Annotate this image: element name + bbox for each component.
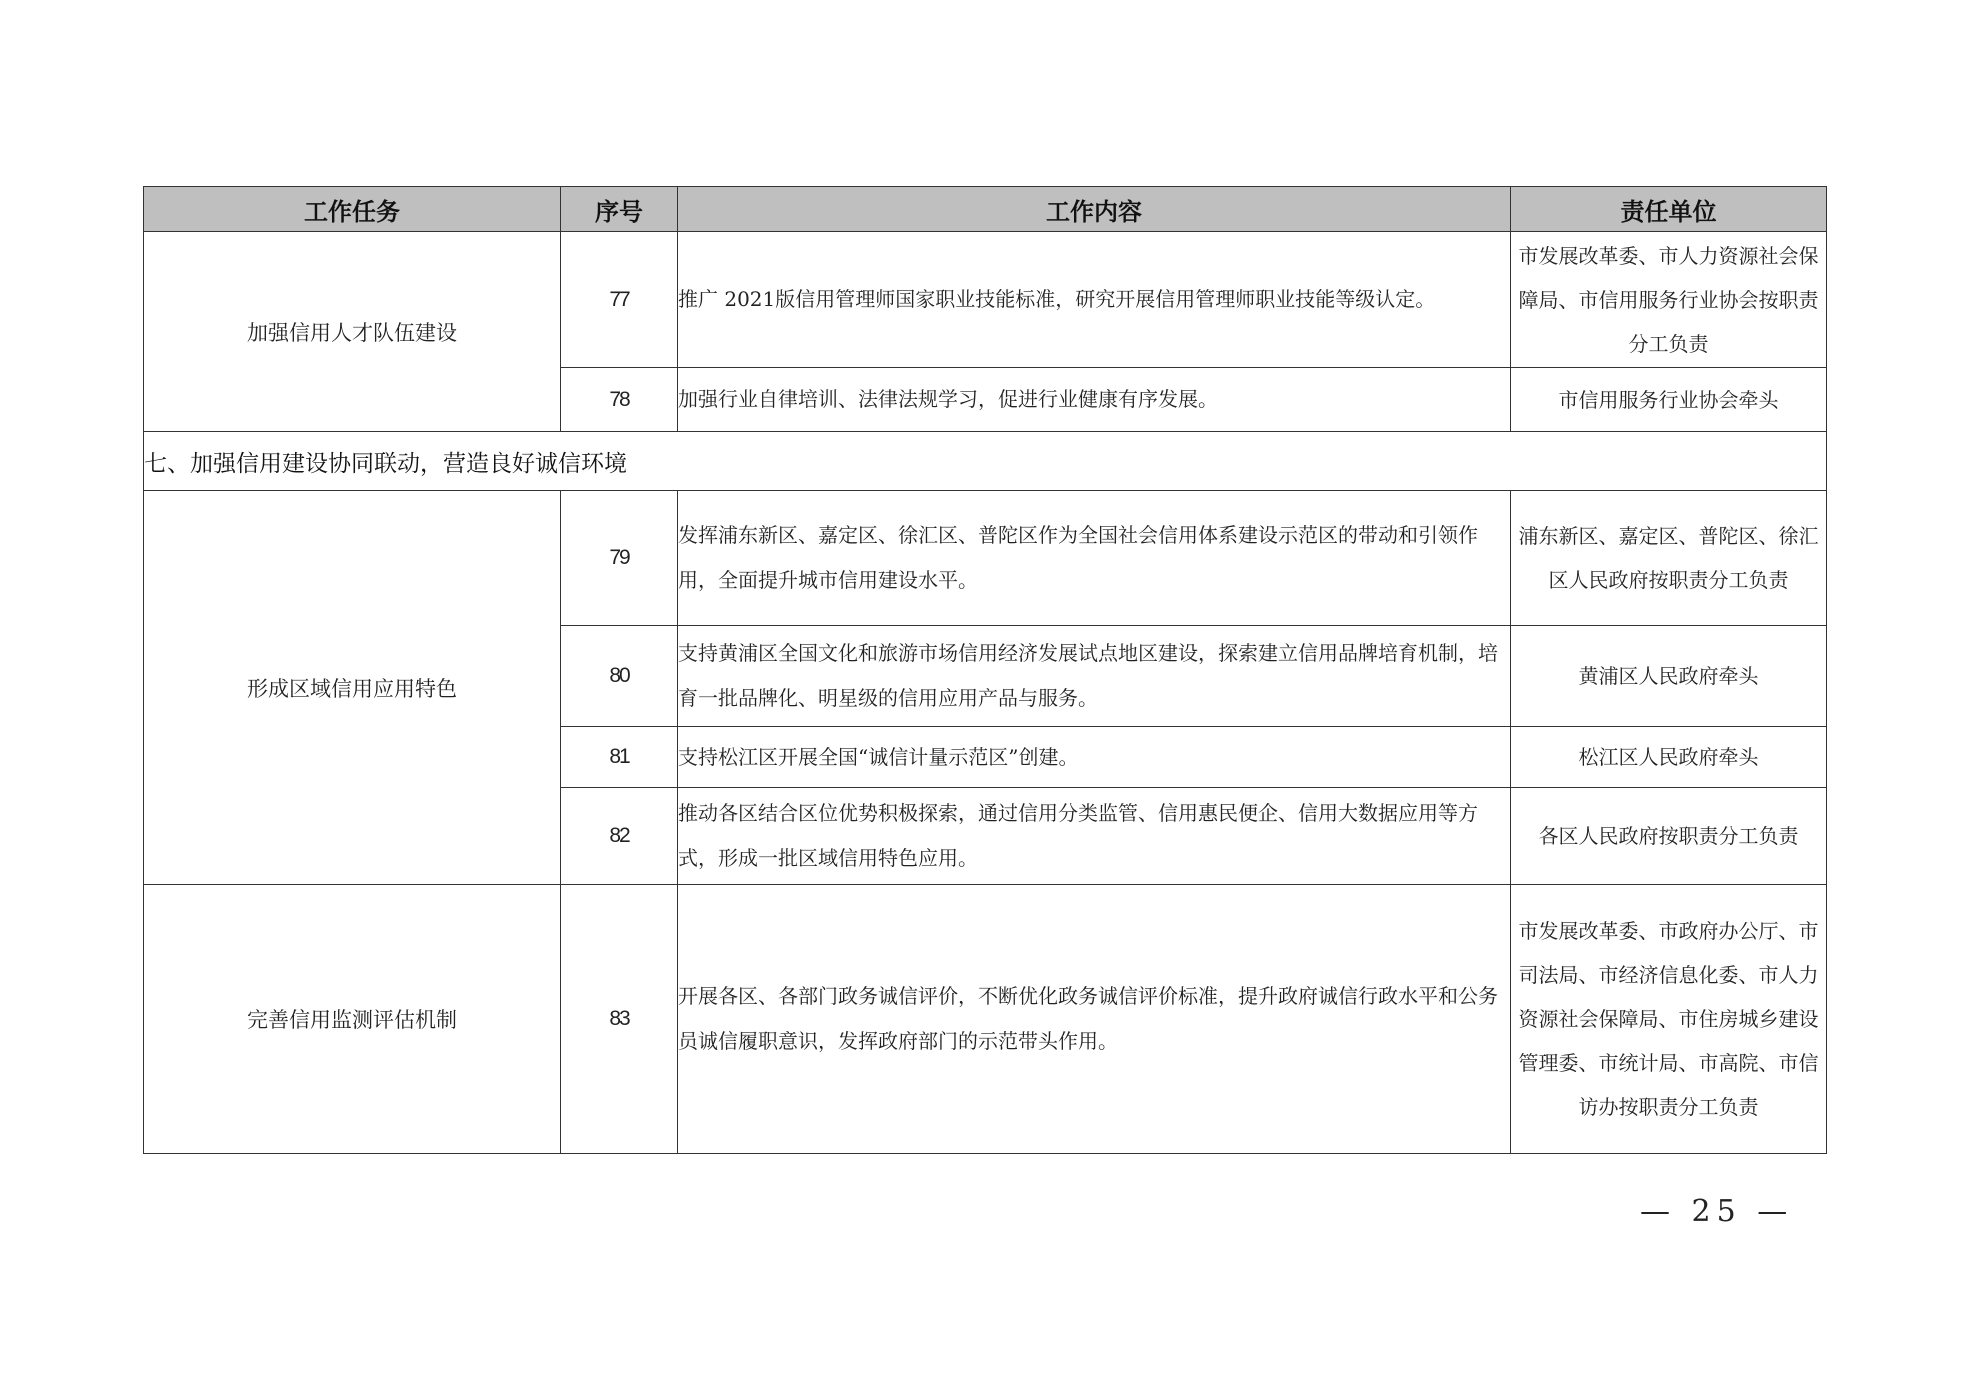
number-cell: 77: [561, 232, 678, 368]
header-number: 序号: [561, 187, 678, 232]
header-task: 工作任务: [144, 187, 561, 232]
content-cell: 发挥浦东新区、嘉定区、徐汇区、普陀区作为全国社会信用体系建设示范区的带动和引领作用，全面提升城市信用建设水平。: [678, 491, 1511, 626]
task-cell: 形成区域信用应用特色: [144, 491, 561, 885]
unit-cell: 黄浦区人民政府牵头: [1511, 626, 1827, 727]
table-header-row: [144, 187, 1827, 232]
task-table: [143, 186, 1827, 1154]
unit-cell: 松江区人民政府牵头: [1511, 727, 1827, 788]
unit-cell: 市信用服务行业协会牵头: [1511, 368, 1827, 432]
task-cell: 加强信用人才队伍建设: [144, 232, 561, 432]
unit-cell: 浦东新区、嘉定区、普陀区、徐汇区人民政府按职责分工负责: [1511, 491, 1827, 626]
table-row: [144, 885, 1827, 1154]
unit-cell: 市发展改革委、市政府办公厅、市司法局、市经济信息化委、市人力资源社会保障局、市住房城乡建设管理委、市统计局、市高院、市信访办按职责分工负责: [1511, 885, 1827, 1154]
number-cell: 78: [561, 368, 678, 432]
section-heading: 七、加强信用建设协同联动，营造良好诚信环境: [144, 432, 1827, 491]
unit-cell: 各区人民政府按职责分工负责: [1511, 788, 1827, 885]
content-cell: 支持松江区开展全国“诚信计量示范区”创建。: [678, 727, 1511, 788]
number-cell: 79: [561, 491, 678, 626]
number-cell: 83: [561, 885, 678, 1154]
header-content: 工作内容: [678, 187, 1511, 232]
section-row: [144, 432, 1827, 491]
task-cell: 完善信用监测评估机制: [144, 885, 561, 1154]
header-responsible-unit: 责任单位: [1511, 187, 1827, 232]
number-cell: 80: [561, 626, 678, 727]
table-row: [144, 491, 1827, 626]
content-cell: 支持黄浦区全国文化和旅游市场信用经济发展试点地区建设，探索建立信用品牌培育机制，培育一批品牌化、明星级的信用应用产品与服务。: [678, 626, 1511, 727]
number-cell: 82: [561, 788, 678, 885]
content-cell: 推动各区结合区位优势积极探索，通过信用分类监管、信用惠民便企、信用大数据应用等方式，形成一批区域信用特色应用。: [678, 788, 1511, 885]
content-cell: 开展各区、各部门政务诚信评价，不断优化政务诚信评价标准，提升政府诚信行政水平和公务员诚信履职意识，发挥政府部门的示范带头作用。: [678, 885, 1511, 1154]
content-cell: 加强行业自律培训、法律法规学习，促进行业健康有序发展。: [678, 368, 1511, 432]
unit-cell: 市发展改革委、市人力资源社会保障局、市信用服务行业协会按职责分工负责: [1511, 232, 1827, 368]
table-row: [144, 232, 1827, 368]
content-cell: 推广 2021版信用管理师国家职业技能标准，研究开展信用管理师职业技能等级认定。: [678, 232, 1511, 368]
page-number: — 25 —: [1640, 1194, 1794, 1229]
number-cell: 81: [561, 727, 678, 788]
